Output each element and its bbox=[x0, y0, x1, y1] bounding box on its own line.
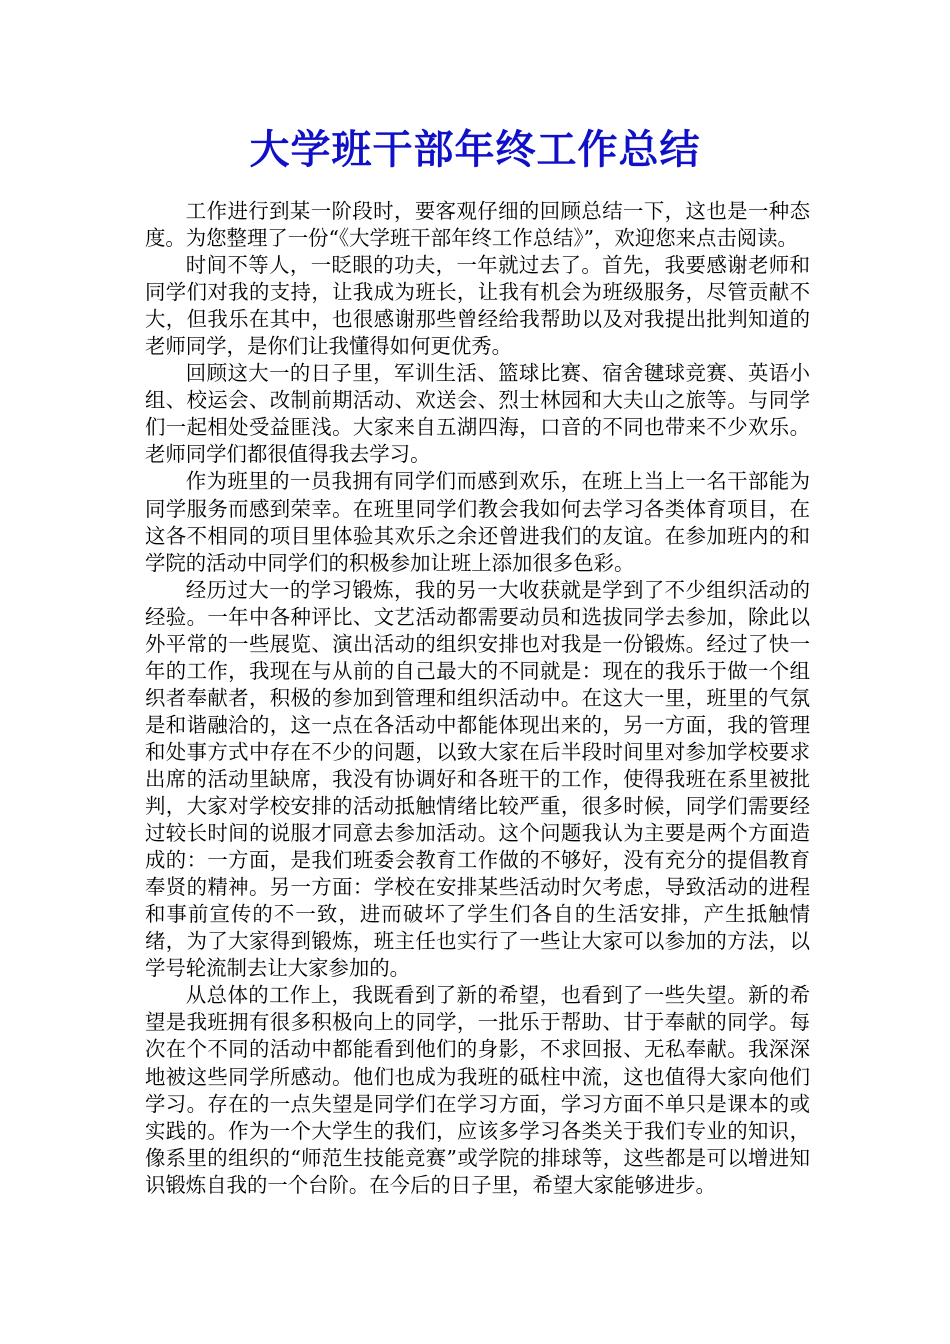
paragraph-intro: 工作进行到某一阶段时，要客观仔细的回顾总结一下，这也是一种态度。为您整理了一份“《大学班干部年终工作总结》”，欢迎您来点击阅读。 bbox=[145, 199, 810, 251]
paragraph-class-member: 作为班里的一员我拥有同学们而感到欢乐，在班上当上一名干部能为同学服务而感到荣幸。在班里同学们教会我如何去学习各类体育项目，在这各不相同的项目里体验其欢乐之余还曾进我们的友谊。在参加班内的和学院的活动中同学们的积极参加让班上添加很多色彩。 bbox=[145, 469, 810, 575]
paragraph-overall: 从总体的工作上，我既看到了新的希望，也看到了一些失望。新的希望是我班拥有很多积极向上的同学，一批乐于帮助、甘于奉献的同学。每次在个不同的活动中都能看到他们的身影，不求回报、无私奉献。我深深地被这些同学所感动。他们也成为我班的砥柱中流，这也值得大家向他们学习。存在的一点失望是同学们在学习方面，学习方面不单只是课本的或实践的。作为一个大学生的我们，应该多学习各类关于我们专业的知识，像系里的组织的“师范生技能竞赛”或学院的排球等，这些都是可以增进知识锻炼自我的一个台阶。在今后的日子里，希望大家能够进步。 bbox=[145, 983, 810, 1197]
paragraph-thanks: 时间不等人，一眨眼的功夫，一年就过去了。首先，我要感谢老师和同学们对我的支持，让我成为班长，让我有机会为班级服务，尽管贡献不大，但我乐在其中，也很感谢那些曾经给我帮助以及对我提出批判知道的老师同学，是你们让我懂得如何更优秀。 bbox=[145, 253, 810, 359]
page-title: 大学班干部年终工作总结 bbox=[249, 126, 701, 173]
paragraph-review: 回顾这大一的日子里，军训生活、篮球比赛、宿舍毽球竞赛、英语小组、校运会、改制前期活动、欢送会、烈士林园和大夫山之旅等。与同学们一起相处受益匪浅。大家来自五湖四海，口音的不同也带来不少欢乐。老师同学们都很值得我去学习。 bbox=[145, 361, 810, 467]
paragraph-experience: 经历过大一的学习锻炼，我的另一大收获就是学到了不少组织活动的经验。一年中各种评比、文艺活动都需要动员和选拔同学去参加，除此以外平常的一些展览、演出活动的组织安排也对我是一份锻炼。经过了快一年的工作，我现在与从前的自己最大的不同就是：现在的我乐于做一个组织者奉献者，积极的参加到管理和组织活动中。在这大一里，班里的气氛是和谐融洽的，这一点在各活动中都能体现出来的，另一方面，我的管理和处事方式中存在不少的问题，以致大家在后半段时间里对参加学校要求出席的活动里缺席，我没有协调好和各班干的工作，使得我班在系里被批判，大家对学校安排的活动抵触情绪比较严重，很多时候，同学们需要经过较长时间的说服才同意去参加活动。这个问题我认为主要是两个方面造成的：一方面，是我们班委会教育工作做的不够好，没有充分的提倡教育奉贤的精神。另一方面：学校在安排某些活动时欠考虑，导致活动的进程和事前宣传的不一致，进而破坏了学生们各自的生活安排，产生抵触情绪，为了大家得到锻炼，班主任也实行了一些让大家可以参加的方法，以学号轮流制去让大家参加的。 bbox=[145, 577, 810, 981]
document-body bbox=[145, 198, 810, 1199]
